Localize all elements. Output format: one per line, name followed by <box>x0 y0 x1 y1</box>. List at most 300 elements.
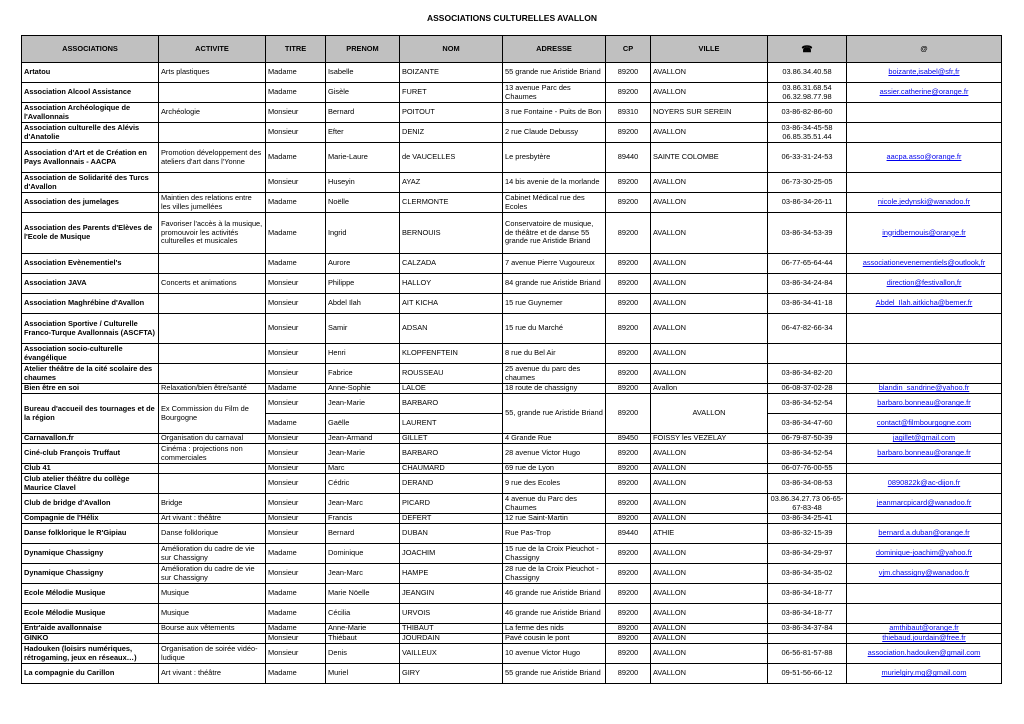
email-link[interactable]: jeanmarcpicard@wanadoo.fr <box>847 494 1002 514</box>
association-name: Atelier théâtre de la cité scolaire des chaumes <box>22 364 159 384</box>
activite-cell: Archéologie <box>159 103 266 123</box>
email-link[interactable]: association.hadouken@gmail.com <box>847 644 1002 664</box>
titre-cell: Madame <box>266 584 326 604</box>
nom-cell: DERAND <box>400 474 503 494</box>
activite-cell: Art vivant : théâtre <box>159 664 266 684</box>
email-link[interactable]: nicole.jedynski@wanadoo.fr <box>847 193 1002 213</box>
nom-cell: DUBAN <box>400 524 503 544</box>
col-header-email: @ <box>847 36 1002 63</box>
prenom-cell: Jean-Marie <box>326 444 400 464</box>
email-link[interactable]: ingridbernouis@orange.fr <box>847 213 1002 254</box>
titre-cell: Monsieur <box>266 294 326 314</box>
prenom-cell: Ingrid <box>326 213 400 254</box>
prenom-cell: Samir <box>326 314 400 344</box>
adresse-cell: 84 grande rue Aristide Briand <box>503 274 606 294</box>
prenom-cell: Isabelle <box>326 63 400 83</box>
activite-cell <box>159 634 266 644</box>
cp-cell: 89440 <box>606 143 651 173</box>
ville-cell: AVALLON <box>651 664 768 684</box>
activite-cell: Organisation du carnaval <box>159 434 266 444</box>
adresse-cell: 15 rue Guynemer <box>503 294 606 314</box>
activite-cell: Cinéma : projections non commerciales <box>159 444 266 464</box>
table-row <box>22 384 1002 394</box>
telephone-cell: 06-07-76-00-55 <box>768 464 847 474</box>
nom-cell: ADSAN <box>400 314 503 344</box>
association-name: Association des jumelages <box>22 193 159 213</box>
telephone-cell: 09-51-56-66-12 <box>768 664 847 684</box>
adresse-cell: 9 rue des Ecoles <box>503 474 606 494</box>
titre-cell: Madame <box>266 83 326 103</box>
adresse-cell: Conservatoire de musique, de théâtre et de danse 55 grande rue Aristide Briand <box>503 213 606 254</box>
nom-cell: HALLOY <box>400 274 503 294</box>
association-name: Danse folklorique le R'Gipiau <box>22 524 159 544</box>
prenom-cell: Aurore <box>326 254 400 274</box>
phone-icon: ☎ <box>801 43 813 54</box>
table-row <box>22 123 1002 143</box>
ville-cell: Avallon <box>651 384 768 394</box>
email-link[interactable]: amthibaut@orange.fr <box>847 624 1002 634</box>
table-row <box>22 604 1002 624</box>
table-row <box>22 394 1002 414</box>
adresse-cell: 12 rue Saint-Martin <box>503 514 606 524</box>
table-row <box>22 83 1002 103</box>
prenom-cell: Marie-Laure <box>326 143 400 173</box>
ville-cell: AVALLON <box>651 314 768 344</box>
nom-cell: CLERMONTE <box>400 193 503 213</box>
cp-cell: 89200 <box>606 83 651 103</box>
ville-cell: SAINTE COLOMBE <box>651 143 768 173</box>
col-header-cp: CP <box>606 36 651 63</box>
prenom-cell: Jean-Armand <box>326 434 400 444</box>
col-header-telephone <box>768 36 847 63</box>
activite-cell <box>159 173 266 193</box>
nom-cell: POITOUT <box>400 103 503 123</box>
table-row <box>22 173 1002 193</box>
table-row <box>22 474 1002 494</box>
email-link[interactable]: barbaro.bonneau@orange.fr <box>847 394 1002 414</box>
prenom-cell: Abdel Ilah <box>326 294 400 314</box>
cp-cell: 89450 <box>606 434 651 444</box>
nom-cell: FURET <box>400 83 503 103</box>
telephone-cell: 03-86-34-35-02 <box>768 564 847 584</box>
activite-cell: Danse folklorique <box>159 524 266 544</box>
association-name: Bien être en soi <box>22 384 159 394</box>
activite-cell: Relaxation/bien être/santé <box>159 384 266 394</box>
adresse-cell: 28 rue de la Croix Pieuchot - Chassigny <box>503 564 606 584</box>
ville-cell: AVALLON <box>651 514 768 524</box>
prenom-cell: Thiébaut <box>326 634 400 644</box>
ville-cell: FOISSY les VEZELAY <box>651 434 768 444</box>
telephone-cell: 03-86-34-53-39 <box>768 213 847 254</box>
titre-cell: Monsieur <box>266 274 326 294</box>
prenom-cell: Dominique <box>326 544 400 564</box>
email-link <box>847 604 1002 624</box>
nom-cell: JOACHIM <box>400 544 503 564</box>
cp-cell: 89310 <box>606 103 651 123</box>
table-row <box>22 213 1002 254</box>
activite-cell: Bourse aux vêtements <box>159 624 266 634</box>
nom-cell: CALZADA <box>400 254 503 274</box>
association-name: Club de bridge d'Avallon <box>22 494 159 514</box>
cp-cell: 89200 <box>606 634 651 644</box>
prenom-cell: Huseyin <box>326 173 400 193</box>
table-row <box>22 143 1002 173</box>
email-link[interactable]: blandin_sandrine@yahoo.fr <box>847 384 1002 394</box>
telephone-cell: 06-79-87-50-39 <box>768 434 847 444</box>
nom-cell: PICARD <box>400 494 503 514</box>
col-header-titre: TITRE <box>266 36 326 63</box>
table-row <box>22 294 1002 314</box>
table-row <box>22 624 1002 634</box>
activite-cell <box>159 344 266 364</box>
adresse-cell: 25 avenue du parc des chaumes <box>503 364 606 384</box>
prenom-cell: Cédric <box>326 474 400 494</box>
email-link[interactable]: aacpa.asso@orange.fr <box>847 143 1002 173</box>
cp-cell: 89200 <box>606 254 651 274</box>
col-header-adresse: ADRESSE <box>503 36 606 63</box>
prenom-cell: Fabrice <box>326 364 400 384</box>
nom-cell: HAMPE <box>400 564 503 584</box>
email-link <box>847 103 1002 123</box>
prenom-cell: Bernard <box>326 524 400 544</box>
nom-cell: BARBARO <box>400 444 503 464</box>
table-row <box>22 464 1002 474</box>
cp-cell: 89200 <box>606 63 651 83</box>
table-row <box>22 524 1002 544</box>
email-link[interactable]: boizante,isabel@sfr,fr <box>847 63 1002 83</box>
cp-cell: 89200 <box>606 394 651 434</box>
telephone-cell: 03-86-32-15-39 <box>768 524 847 544</box>
email-link <box>847 364 1002 384</box>
table-row <box>22 664 1002 684</box>
adresse-cell: 55 grande rue Aristide Briand <box>503 63 606 83</box>
prenom-cell: Marc <box>326 464 400 474</box>
cp-cell: 89200 <box>606 664 651 684</box>
prenom-cell: Muriel <box>326 664 400 684</box>
cp-cell: 89200 <box>606 464 651 474</box>
titre-cell: Madame <box>266 414 326 434</box>
telephone-cell: 03.86.34.27.73 06-65-67-83-48 <box>768 494 847 514</box>
cp-cell: 89200 <box>606 444 651 464</box>
associations-table <box>21 35 1002 684</box>
titre-cell: Monsieur <box>266 564 326 584</box>
titre-cell: Monsieur <box>266 524 326 544</box>
email-link[interactable]: contact@filmbourgogne.com <box>847 414 1002 434</box>
adresse-cell: 14 bis avenie de la morlande <box>503 173 606 193</box>
cp-cell: 89200 <box>606 584 651 604</box>
titre-cell: Monsieur <box>266 434 326 444</box>
titre-cell: Madame <box>266 604 326 624</box>
telephone-cell: 06-77-65-64-44 <box>768 254 847 274</box>
activite-cell <box>159 464 266 474</box>
ville-cell: AVALLON <box>651 474 768 494</box>
email-link[interactable]: 0890822k@ac-dijon.fr <box>847 474 1002 494</box>
association-name: Artatou <box>22 63 159 83</box>
prenom-cell: Francis <box>326 514 400 524</box>
telephone-cell: 03-86-34-52-54 <box>768 394 847 414</box>
ville-cell: AVALLON <box>651 564 768 584</box>
activite-cell: Amélioration du cadre de vie sur Chassigny <box>159 564 266 584</box>
email-link <box>847 464 1002 474</box>
titre-cell: Monsieur <box>266 123 326 143</box>
telephone-cell: 03-86-34-18-77 <box>768 604 847 624</box>
association-name: Hadouken (loisirs numériques, rétrogaming, jeux en réseaux…) <box>22 644 159 664</box>
email-link[interactable]: Abdel_Ilah.aitkicha@bemer.fr <box>847 294 1002 314</box>
adresse-cell: 28 avenue Victor Hugo <box>503 444 606 464</box>
col-header-associations: ASSOCIATIONS <box>22 36 159 63</box>
activite-cell: Organisation de soirée vidéo-ludique <box>159 644 266 664</box>
cp-cell: 89440 <box>606 524 651 544</box>
titre-cell: Monsieur <box>266 444 326 464</box>
table-row <box>22 193 1002 213</box>
ville-cell: AVALLON <box>651 364 768 384</box>
nom-cell: ROUSSEAU <box>400 364 503 384</box>
telephone-cell <box>768 344 847 364</box>
email-link[interactable]: direction@festivallon,fr <box>847 274 1002 294</box>
email-link <box>847 584 1002 604</box>
titre-cell: Monsieur <box>266 344 326 364</box>
association-name: Association Evènementiel's <box>22 254 159 274</box>
email-link[interactable]: vjm.chassigny@wanadoo.fr <box>847 564 1002 584</box>
ville-cell: AVALLON <box>651 294 768 314</box>
telephone-cell <box>768 634 847 644</box>
cp-cell: 89200 <box>606 274 651 294</box>
ville-cell: AVALLON <box>651 344 768 364</box>
association-name: Dynamique Chassigny <box>22 544 159 564</box>
activite-cell: Musique <box>159 584 266 604</box>
telephone-cell: 06-08-37-02-28 <box>768 384 847 394</box>
cp-cell: 89200 <box>606 173 651 193</box>
cp-cell: 89200 <box>606 384 651 394</box>
document-title: ASSOCIATIONS CULTURELLES AVALLON <box>427 13 597 23</box>
telephone-cell: 03-86-34-08-53 <box>768 474 847 494</box>
cp-cell: 89200 <box>606 193 651 213</box>
activite-cell <box>159 254 266 274</box>
prenom-cell: Denis <box>326 644 400 664</box>
table-row <box>22 634 1002 644</box>
titre-cell: Madame <box>266 213 326 254</box>
adresse-cell: Rue Pas-Trop <box>503 524 606 544</box>
table-row <box>22 344 1002 364</box>
telephone-cell: 03-86-34-29-97 <box>768 544 847 564</box>
cp-cell: 89200 <box>606 604 651 624</box>
activite-cell <box>159 314 266 344</box>
association-name: Association culturelle des Alévis d'Anatolie <box>22 123 159 143</box>
prenom-cell: Efter <box>326 123 400 143</box>
cp-cell: 89200 <box>606 123 651 143</box>
cp-cell: 89200 <box>606 213 651 254</box>
ville-cell: AVALLON <box>651 213 768 254</box>
activite-cell <box>159 474 266 494</box>
prenom-cell: Philippe <box>326 274 400 294</box>
email-link[interactable]: thiebaud.jourdain@free.fr <box>847 634 1002 644</box>
adresse-cell: 13 avenue Parc des Chaumes <box>503 83 606 103</box>
ville-cell: NOYERS SUR SEREIN <box>651 103 768 123</box>
table-row <box>22 444 1002 464</box>
table-row <box>22 254 1002 274</box>
titre-cell: Madame <box>266 384 326 394</box>
telephone-cell: 06-33-31-24-53 <box>768 143 847 173</box>
ville-cell: ATHIE <box>651 524 768 544</box>
nom-cell: AIT KICHA <box>400 294 503 314</box>
cp-cell: 89200 <box>606 494 651 514</box>
ville-cell: AVALLON <box>651 494 768 514</box>
ville-cell: AVALLON <box>651 644 768 664</box>
ville-cell: AVALLON <box>651 624 768 634</box>
association-name: La compagnie du Carillon <box>22 664 159 684</box>
activite-cell <box>159 294 266 314</box>
ville-cell: AVALLON <box>651 444 768 464</box>
nom-cell: DENIZ <box>400 123 503 143</box>
adresse-cell: 15 rue de la Croix Pieuchot - Chassigny <box>503 544 606 564</box>
prenom-cell: Jean-Marc <box>326 494 400 514</box>
ville-cell: AVALLON <box>651 83 768 103</box>
cp-cell: 89200 <box>606 344 651 364</box>
col-header-ville: VILLE <box>651 36 768 63</box>
adresse-cell: 46 grande rue Aristide Briand <box>503 584 606 604</box>
adresse-cell: 8 rue du Bel Air <box>503 344 606 364</box>
email-link[interactable]: murielgiry.mg@gmail.com <box>847 664 1002 684</box>
prenom-cell: Jean-Marc <box>326 564 400 584</box>
email-link[interactable]: barbaro.bonneau@orange.fr <box>847 444 1002 464</box>
email-link[interactable]: bernard.a.duban@orange.fr <box>847 524 1002 544</box>
adresse-cell: 2 rue Claude Debussy <box>503 123 606 143</box>
adresse-cell: 7 avenue Pierre Vugoureux <box>503 254 606 274</box>
titre-cell: Madame <box>266 193 326 213</box>
association-name: Association des Parents d'Elèves de l'Ecole de Musique <box>22 213 159 254</box>
cp-cell: 89200 <box>606 364 651 384</box>
adresse-cell: Cabinet Médical rue des Ecoles <box>503 193 606 213</box>
cp-cell: 89200 <box>606 514 651 524</box>
nom-cell: BERNOUIS <box>400 213 503 254</box>
activite-cell: Amélioration du cadre de vie sur Chassigny <box>159 544 266 564</box>
activite-cell: Arts plastiques <box>159 63 266 83</box>
prenom-cell: Anne-Sophie <box>326 384 400 394</box>
cp-cell: 89200 <box>606 624 651 634</box>
prenom-cell: Jean-Marie <box>326 394 400 414</box>
adresse-cell: 15 rue du Marché <box>503 314 606 344</box>
association-name: Association Sportive / Culturelle Franco-Turque Avallonnais (ASCFTA) <box>22 314 159 344</box>
adresse-cell: 55, grande rue Aristide Briand <box>503 394 606 434</box>
table-row <box>22 434 1002 444</box>
email-link <box>847 514 1002 524</box>
adresse-cell: 18 route de chassigny <box>503 384 606 394</box>
ville-cell: AVALLON <box>651 274 768 294</box>
ville-cell: AVALLON <box>651 544 768 564</box>
email-link[interactable]: dominique-joachim@yahoo.fr <box>847 544 1002 564</box>
email-link[interactable]: assier.catherine@orange.fr <box>847 83 1002 103</box>
nom-cell: BOIZANTE <box>400 63 503 83</box>
association-name: Carnavallon.fr <box>22 434 159 444</box>
telephone-cell: 03-86-34-26-11 <box>768 193 847 213</box>
association-name: Association d'Art et de Création en Pays Avallonnais - AACPA <box>22 143 159 173</box>
adresse-cell: 69 rue de Lyon <box>503 464 606 474</box>
association-name: Association Alcool Assistance <box>22 83 159 103</box>
table-row <box>22 514 1002 524</box>
activite-cell <box>159 123 266 143</box>
adresse-cell: La ferme des nids <box>503 624 606 634</box>
adresse-cell: 10 avenue Victor Hugo <box>503 644 606 664</box>
col-header-activite: ACTIVITE <box>159 36 266 63</box>
nom-cell: URVOIS <box>400 604 503 624</box>
activite-cell: Favoriser l'accès à la musique, promouvoir les activités culturelles et musicales <box>159 213 266 254</box>
association-name: Association socio-culturelle évangélique <box>22 344 159 364</box>
adresse-cell: 3 rue Fontaine - Puits de Bon <box>503 103 606 123</box>
cp-cell: 89200 <box>606 474 651 494</box>
table-row <box>22 274 1002 294</box>
table-row <box>22 544 1002 564</box>
telephone-cell: 03-86-34-82-20 <box>768 364 847 384</box>
activite-cell: Musique <box>159 604 266 624</box>
telephone-cell: 03-86-82-86-60 <box>768 103 847 123</box>
association-name: Association Archéologique de l'Avallonnais <box>22 103 159 123</box>
cp-cell: 89200 <box>606 314 651 344</box>
titre-cell: Monsieur <box>266 634 326 644</box>
association-name: Entr'aide avallonnaise <box>22 624 159 634</box>
prenom-cell: Marie Nöelle <box>326 584 400 604</box>
telephone-cell: 03-86-34-45-58 06.85.35.51.44 <box>768 123 847 143</box>
adresse-cell: Pavé cousin le pont <box>503 634 606 644</box>
ville-cell: AVALLON <box>651 634 768 644</box>
activite-cell: Promotion développement des ateliers d'art dans l'Yonne <box>159 143 266 173</box>
association-name: Ecole Mélodie Musique <box>22 604 159 624</box>
titre-cell: Madame <box>266 664 326 684</box>
ville-cell: AVALLON <box>651 464 768 474</box>
nom-cell: LAURENT <box>400 414 503 434</box>
email-link[interactable]: associationevenementiels@outlook,fr <box>847 254 1002 274</box>
ville-cell: AVALLON <box>651 193 768 213</box>
table-row <box>22 584 1002 604</box>
titre-cell: Monsieur <box>266 474 326 494</box>
nom-cell: CHAUMARD <box>400 464 503 474</box>
association-name: GINKO <box>22 634 159 644</box>
cp-cell: 89200 <box>606 294 651 314</box>
table-row <box>22 494 1002 514</box>
prenom-cell: Gaëlle <box>326 414 400 434</box>
telephone-cell: 03.86.34.40.58 <box>768 63 847 83</box>
telephone-cell: 03-86-34-47-60 <box>768 414 847 434</box>
association-name: Association de Solidarité des Turcs d'Avallon <box>22 173 159 193</box>
ville-cell: AVALLON <box>651 394 768 434</box>
activite-cell: Ex Commission du Film de Bourgogne <box>159 394 266 434</box>
nom-cell: DEFERT <box>400 514 503 524</box>
association-name: Dynamique Chassigny <box>22 564 159 584</box>
association-name: Bureau d'accueil des tournages et de la région <box>22 394 159 434</box>
activite-cell: Art vivant : théâtre <box>159 514 266 524</box>
nom-cell: GILLET <box>400 434 503 444</box>
titre-cell: Monsieur <box>266 394 326 414</box>
telephone-cell: 03-86-34-24-84 <box>768 274 847 294</box>
nom-cell: GIRY <box>400 664 503 684</box>
ville-cell: AVALLON <box>651 254 768 274</box>
table-row <box>22 63 1002 83</box>
titre-cell: Monsieur <box>266 173 326 193</box>
table-row <box>22 364 1002 384</box>
telephone-cell: 03-86-34-18-77 <box>768 584 847 604</box>
titre-cell: Monsieur <box>266 314 326 344</box>
telephone-cell: 03-86-34-41-18 <box>768 294 847 314</box>
adresse-cell: 4 avenue du Parc des Chaumes <box>503 494 606 514</box>
nom-cell: VAILLEUX <box>400 644 503 664</box>
nom-cell: THIBAUT <box>400 624 503 634</box>
telephone-cell: 06-56-81-57-88 <box>768 644 847 664</box>
table-row <box>22 103 1002 123</box>
nom-cell: AYAZ <box>400 173 503 193</box>
email-link[interactable]: jagillet@gmail.com <box>847 434 1002 444</box>
titre-cell: Madame <box>266 624 326 634</box>
titre-cell: Monsieur <box>266 364 326 384</box>
association-name: Association Maghrébine d'Avallon <box>22 294 159 314</box>
